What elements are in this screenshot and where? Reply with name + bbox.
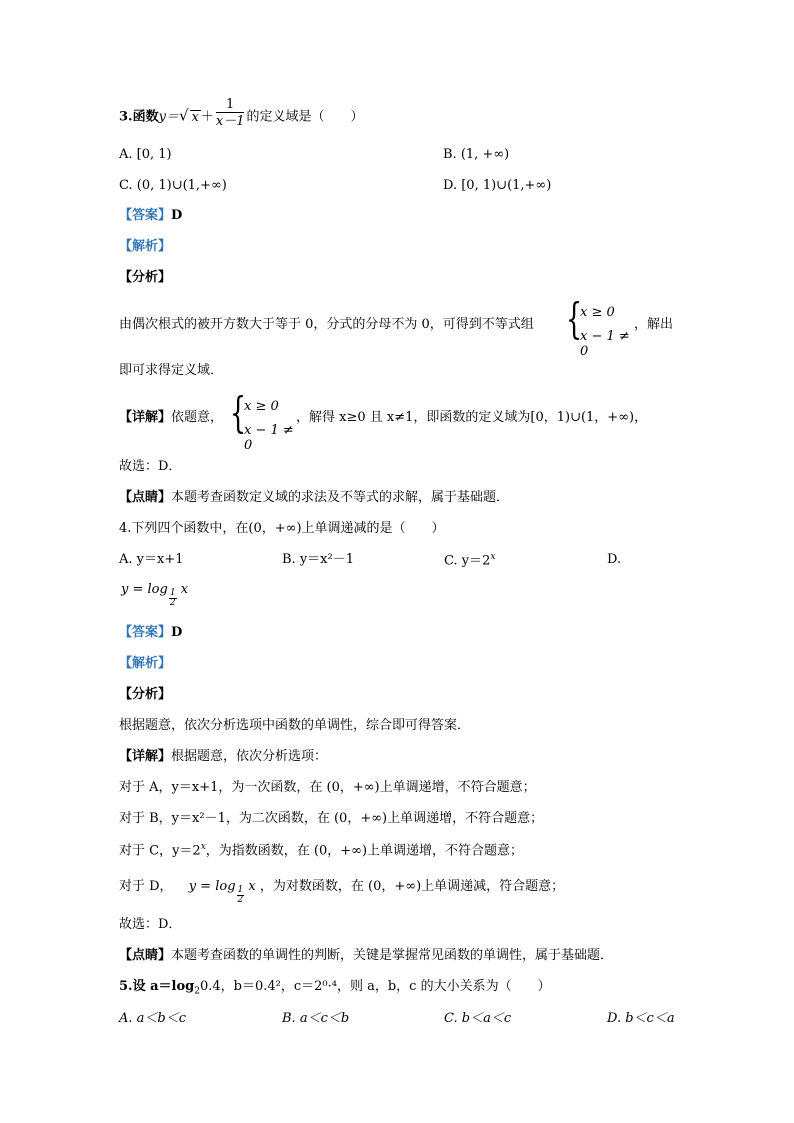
q3-inequality-system <box>566 294 636 359</box>
log-var: x <box>180 582 189 597</box>
brace-icon: { <box>230 388 247 437</box>
q4-xiangjie-label: 【详解】 <box>119 749 172 764</box>
q5-option-b: B. a＜c＜b <box>282 1011 350 1026</box>
q3-xiangjie-line <box>119 411 223 424</box>
q4-line-d-suffix: ，为对数函数，在 (0，+∞)上单调递减，符合题意； <box>259 879 565 894</box>
q5-sub: 2 <box>194 986 200 997</box>
q4-answer-value: D <box>171 625 183 640</box>
brace-icon: { <box>566 294 583 343</box>
q4-answer <box>119 626 182 639</box>
q5-prefix: 5.设 a＝log <box>119 979 195 994</box>
q5-option-a: A. a＜b＜c <box>119 1011 187 1026</box>
q4-option-d-formula <box>121 583 188 608</box>
q4-line-d-formula <box>188 879 256 905</box>
q3-jiexi-label: 【解析】 <box>119 239 172 254</box>
q3-option-c: C. (0, 1)∪(1,+∞) <box>119 178 227 193</box>
q4-fenxi-text: 根据题意，依次分析选项中函数的单调性，综合即可得答案． <box>119 718 471 733</box>
q4-option-c <box>444 553 495 567</box>
q4-answer-label: 【答案】 <box>119 625 172 640</box>
q5-suffix: 0.4，b＝0.4²，c＝2⁰·⁴，则 a，b，c 的大小关系为（ ） <box>199 979 551 994</box>
log-base <box>169 589 177 608</box>
q3-suffix: 的定义域是（ ） <box>246 109 364 125</box>
q3-xiangjie-text2: ，解得 x≥0 且 x≠1，即函数的定义域为[0，1)∪(1，+∞)， <box>296 410 648 425</box>
q4-guxuan: 故选：D． <box>119 917 182 932</box>
q4-line-c-prefix: 对于 C，y＝2 <box>119 843 201 859</box>
q3-fenxi-text3: 即可求得定义域． <box>119 363 224 378</box>
q5-question <box>119 980 551 997</box>
q4-option-c-exp: x <box>490 552 496 562</box>
q4-line-b: 对于 B，y＝x²－1，为二次函数，在 (0，+∞)上单调递增，不符合题意； <box>119 811 544 826</box>
q3-frac-num: 1 <box>216 98 245 113</box>
q4-option-b: B. y＝x²－1 <box>282 552 354 567</box>
q3-fraction <box>216 98 245 128</box>
sqrt-sign: √ <box>178 106 189 125</box>
log-base-num: 1 <box>169 588 176 598</box>
q5-option-c: C. b＜a＜c <box>444 1011 512 1026</box>
q3-plus: ＋ <box>200 109 214 125</box>
q4-option-d: D. <box>607 552 622 567</box>
log-var: x <box>248 879 256 894</box>
q4-xiangjie <box>119 750 327 763</box>
q4-dianjing-text: 本题考查函数的单调性的判断，关键是掌握常见函数的单调性，属于基础题． <box>171 948 614 963</box>
log-expr: y = log <box>121 582 168 597</box>
q4-dianjing-label: 【点睛】 <box>119 948 172 963</box>
log-base-den: 2 <box>237 895 244 905</box>
q3-xiangjie-label: 【详解】 <box>119 410 172 425</box>
q3-dianjing <box>119 491 509 504</box>
q3-y-eq: y＝ <box>158 109 179 125</box>
q3-dianjing-label: 【点睛】 <box>119 490 172 505</box>
q4-fenxi-label: 【分析】 <box>119 687 172 702</box>
q3-option-a: A. [0, 1) <box>119 147 172 162</box>
q3-fenxi-text2: ，解出 <box>634 317 674 332</box>
q4-option-c-base: C. y＝2 <box>444 553 491 569</box>
q4-jiexi-label: 【解析】 <box>119 656 172 671</box>
q4-question: 4.下列四个函数中，在(0，+∞)上单调递减的是（ ） <box>119 521 445 536</box>
q4-line-d <box>119 880 564 905</box>
q3-guxuan: 故选：D． <box>119 459 182 474</box>
system-line-2: x − 1 ≠ 0 <box>580 329 630 359</box>
q3-option-d: D. [0, 1)∪(1,+∞) <box>443 178 552 193</box>
q4-line-c-suffix: ，为指数函数，在 (0，+∞)上单调递增，不符合题意； <box>205 843 524 859</box>
q3-sqrt-var: x <box>191 109 199 125</box>
q3-fenxi-text1: 由偶次根式的被开方数大于等于 0，分式的分母不为 0，可得到不等式组 <box>119 317 534 332</box>
q3-answer <box>119 209 182 222</box>
q3-stem <box>119 97 364 132</box>
q3-frac-den: x－1 <box>215 114 245 129</box>
q5-option-d: D. b＜c＜a <box>607 1011 675 1026</box>
q3-prefix: 3.函数 <box>119 109 159 125</box>
q3-answer-value: D <box>171 208 183 223</box>
q4-line-a: 对于 A，y＝x+1，为一次函数，在 (0，+∞)上单调递增，不符合题意； <box>119 780 536 795</box>
system-line-1: x ≥ 0 <box>580 305 615 320</box>
q4-dianjing <box>119 949 613 962</box>
log-base <box>237 886 245 905</box>
q4-xiangjie-text: 根据题意，依次分析选项： <box>171 749 328 764</box>
q4-option-a: A. y＝x+1 <box>119 552 184 567</box>
q3-fenxi-label: 【分析】 <box>119 270 172 285</box>
log-base-den: 2 <box>169 598 176 608</box>
log-base-num: 1 <box>237 885 244 895</box>
q3-option-b: B. (1, +∞) <box>443 147 510 162</box>
q4-line-c <box>119 843 523 857</box>
system-line-1: x ≥ 0 <box>244 399 279 414</box>
q3-xiangjie-text1: 依题意， <box>171 410 224 425</box>
q4-line-d-prefix: 对于 D， <box>119 879 173 894</box>
log-expr: y = log <box>188 879 236 894</box>
q3-xiangjie-system <box>230 388 300 453</box>
q3-answer-label: 【答案】 <box>119 208 172 223</box>
q4-line-c-exp: x <box>200 842 206 852</box>
q3-dianjing-text: 本题考查函数定义域的求法及不等式的求解，属于基础题． <box>171 490 510 505</box>
system-line-2: x − 1 ≠ 0 <box>244 423 294 453</box>
